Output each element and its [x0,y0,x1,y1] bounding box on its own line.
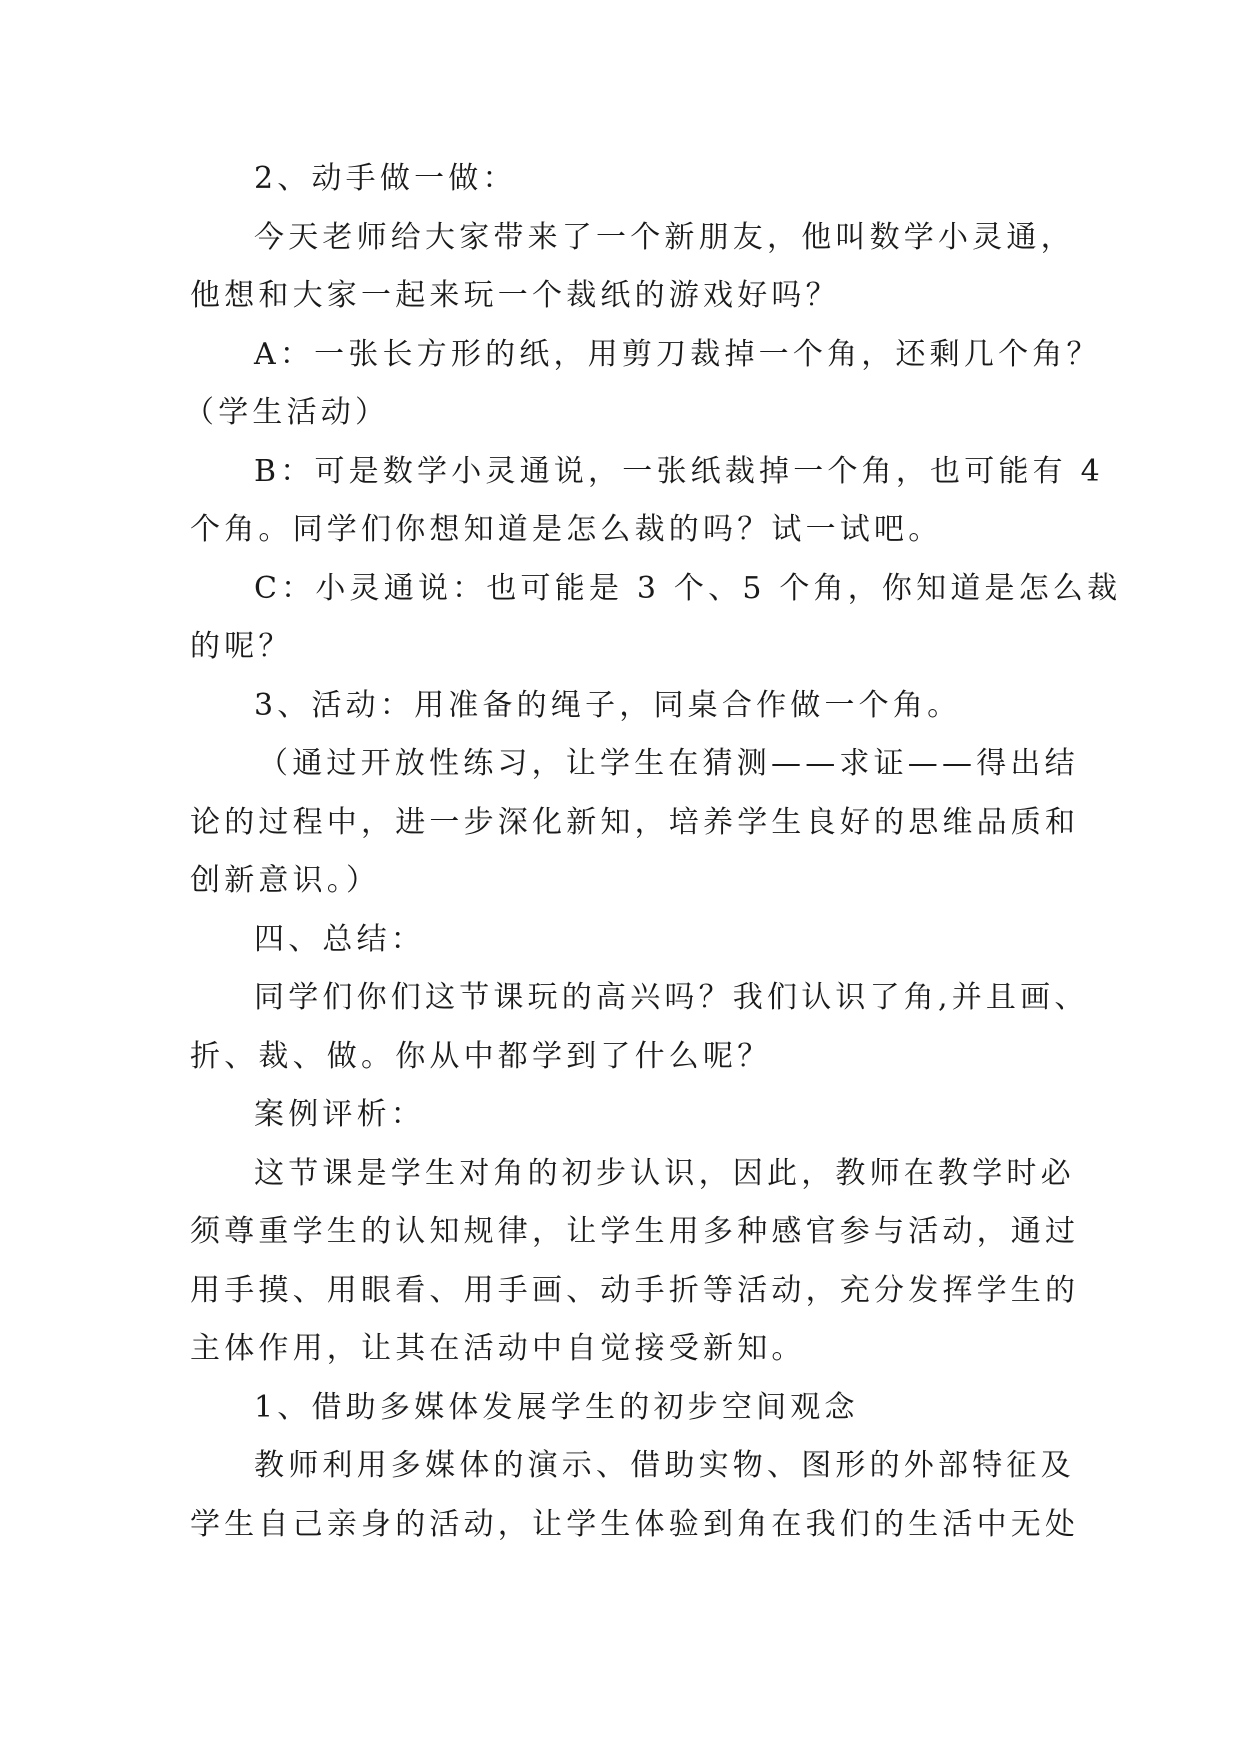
paragraph-line: 同学们你们这节课玩的高兴吗？我们认识了角,并且画、 [254,980,1089,1015]
heading-activity: 3、活动：用准备的绳子，同桌合作做一个角。 [254,687,962,723]
heading-hands-on: 2、动手做一做： [254,161,517,196]
paragraph-line: 今天老师给大家带来了一个新朋友，他叫数学小灵通， [254,219,1075,255]
paragraph-line: C：小灵通说：也可能是 3 个、5 个角，你知道是怎么裁 [254,570,1122,606]
document-body [184,150,1122,1554]
heading-case-analysis: 案例评析： [254,1097,425,1132]
paragraph-line: 创新意识。） [190,863,381,898]
paragraph-line: 论的过程中，进一步深化新知，培养学生良好的思维品质和 [190,804,1080,840]
heading-multimedia: 1、借助多媒体发展学生的初步空间观念 [254,1389,859,1425]
paragraph-line: （学生活动） [184,395,390,430]
paragraph-line: 这节课是学生对角的初步认识，因此，教师在教学时必 [254,1155,1075,1191]
heading-summary: 四、总结： [254,921,425,957]
paragraph-line: 个角。同学们你想知道是怎么裁的吗？试一试吧。 [190,512,943,547]
paragraph-line: 用手摸、用眼看、用手画、动手折等活动，充分发挥学生的 [190,1272,1080,1308]
paragraph-line: 教师利用多媒体的演示、借助实物、图形的外部特征及 [254,1448,1075,1483]
paragraph-line: 主体作用，让其在活动中自觉接受新知。 [190,1331,806,1366]
paragraph-line: 折、裁、做。你从中都学到了什么呢？ [190,1038,772,1074]
paragraph-line: B：可是数学小灵通说，一张纸裁掉一个角，也可能有 4 [254,453,1104,489]
paragraph-line: 须尊重学生的认知规律，让学生用多种感官参与活动，通过 [190,1214,1080,1249]
paragraph-line: 他想和大家一起来玩一个裁纸的游戏好吗？ [190,278,840,313]
paragraph-line: （通过开放性练习，让学生在猜测——求证——得出结 [258,746,1079,781]
paragraph-line: A：一张长方形的纸，用剪刀裁掉一个角，还剩几个角？ [254,336,1101,372]
paragraph-line: 学生自己亲身的活动，让学生体验到角在我们的生活中无处 [190,1506,1080,1542]
paragraph-line: 的呢？ [190,629,293,664]
